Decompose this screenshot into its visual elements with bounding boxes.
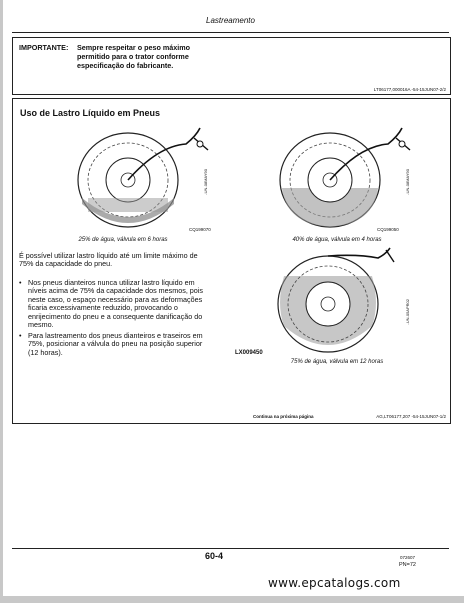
text-line: mesmo. bbox=[28, 320, 54, 330]
page-number: 60-4 bbox=[205, 551, 224, 561]
tire-figure-25-percent bbox=[68, 126, 218, 232]
section-title: Uso de Lastro Líquido em Pneus bbox=[20, 108, 161, 118]
text-line: Para lastreamento dos pneus dianteiros e traseiros em bbox=[28, 331, 203, 340]
important-text bbox=[77, 43, 190, 70]
tire-figure-75-percent bbox=[268, 246, 418, 356]
important-code: LT06177,000016A -54-15JUN07-2/2 bbox=[373, 87, 446, 92]
scan-edge-left bbox=[0, 0, 3, 603]
text-line: 75% da capacidade do pneu. bbox=[19, 259, 113, 269]
bullet-dot-icon: • bbox=[19, 331, 22, 340]
text-line: ficaria excessivamente reduzido, provocando o bbox=[28, 303, 178, 313]
figure-id: CQ199070 bbox=[189, 227, 211, 232]
text-line: É possível utilizar lastro líquido até um limite máximo de bbox=[19, 251, 198, 260]
text-line: (12 horas). bbox=[28, 347, 63, 357]
continued-note: Continua na próxima página bbox=[253, 414, 314, 419]
important-notice-box bbox=[12, 37, 451, 95]
footer-date: 072607 bbox=[400, 555, 416, 560]
text-line: 75%, posicionar a válvula do pneu na posição superior bbox=[28, 339, 203, 349]
figure-caption: 25% de água, válvula em 6 horas bbox=[78, 237, 168, 243]
text-line: Nos pneus dianteiros nunca utilizar lastro líquido em bbox=[28, 278, 195, 287]
bullet-dot-icon: • bbox=[19, 278, 22, 287]
figure-side-code: -UN-08MAY90 bbox=[203, 169, 208, 195]
bullet-front-rear-tires bbox=[19, 332, 239, 357]
figure-id: CQ199050 bbox=[377, 227, 399, 232]
page-title: Lastreamento bbox=[206, 16, 255, 25]
scan-edge-bottom bbox=[0, 596, 464, 603]
figure-side-code: -UN-05APR02 bbox=[405, 299, 410, 325]
figure-id: LX009450 bbox=[235, 350, 263, 356]
footer-rule bbox=[12, 548, 449, 549]
important-line: especificação do fabricante. bbox=[77, 61, 174, 70]
text-line: neste caso, o espaço necessário para as deformações bbox=[28, 294, 203, 304]
text-line: enrijecimento do pneu e a consequente danificação do bbox=[28, 311, 203, 321]
bullet-front-tires bbox=[19, 279, 239, 329]
section-code: AG,LT06177,207 -54-15JUN07-1/2 bbox=[376, 414, 446, 419]
important-line: Sempre respeitar o peso máximo bbox=[77, 43, 191, 52]
page-header bbox=[12, 10, 449, 33]
figure-side-code: -UN-08MAY90 bbox=[405, 169, 410, 195]
tire-figure-40-percent bbox=[270, 126, 420, 232]
figure-caption: 75% de água, válvula em 12 horas bbox=[290, 359, 384, 365]
important-line: permitido para o trator conforme bbox=[77, 52, 189, 61]
figure-caption: 40% de água, válvula em 4 horas bbox=[292, 237, 382, 243]
liquid-ballast-section bbox=[12, 98, 451, 424]
footer-pn: PN=72 bbox=[399, 562, 416, 568]
text-line: níveis acima de 75% da capacidade dos mesmos, pois bbox=[28, 286, 203, 296]
watermark-link[interactable]: www.epcatalogs.com bbox=[268, 576, 401, 590]
important-label: IMPORTANTE: bbox=[19, 43, 69, 52]
intro-paragraph bbox=[19, 252, 239, 269]
